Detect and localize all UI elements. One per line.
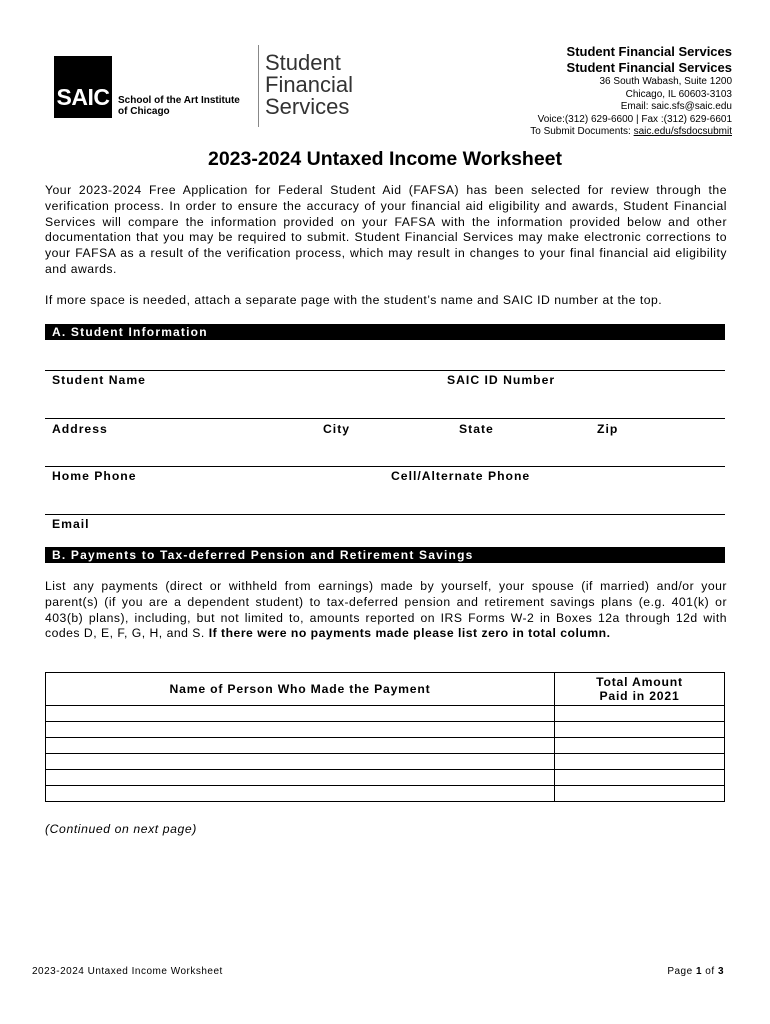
page-of: of xyxy=(702,966,718,977)
name-cell[interactable] xyxy=(46,738,555,754)
submit-label: To Submit Documents: xyxy=(530,126,634,137)
contact-submit xyxy=(530,126,732,139)
payments-table xyxy=(45,672,725,802)
section-a-header: A. Student Information xyxy=(45,324,725,340)
home-phone-label: Home Phone xyxy=(52,469,137,483)
footer-title: 2023-2024 Untaxed Income Worksheet xyxy=(32,966,223,977)
page-current: 1 xyxy=(695,966,703,977)
address-line[interactable] xyxy=(45,418,725,419)
name-cell[interactable] xyxy=(46,722,555,738)
state-label: State xyxy=(459,422,494,436)
table-row xyxy=(46,722,725,738)
contact-address-2: Chicago, IL 60603-3103 xyxy=(625,88,732,100)
contact-address-1: 36 South Wabash, Suite 1200 xyxy=(599,76,732,87)
amount-cell[interactable] xyxy=(555,706,725,722)
col-total-header xyxy=(555,673,725,706)
page-number xyxy=(667,966,724,977)
extra-space-note: If more space is needed, attach a separate page with the student’s name and SAIC ID number at the top. xyxy=(45,293,663,307)
col-total-line2: Paid in 2021 xyxy=(599,689,680,703)
intro-paragraph: Your 2023-2024 Free Application for Federal Student Aid (FAFSA) has been selected for review through the verification process. In order to ensure the accuracy of your financial aid eligibility and awards, Student Financial Services will compare the information provided on your FAFSA with the information provided below and other documentation that you may be required to submit. Student Financial Services may make electronic corrections to your FAFSA as a result of the verification process, which may result in changes to your final financial aid eligibility and awards. xyxy=(45,183,727,276)
section-b-instructions xyxy=(45,579,727,642)
phone-line[interactable] xyxy=(45,466,725,467)
table-row xyxy=(46,786,725,802)
page-prefix: Page xyxy=(667,966,696,977)
name-cell[interactable] xyxy=(46,770,555,786)
sfs-logo-text xyxy=(265,52,353,118)
logo-divider xyxy=(258,45,259,127)
sfs-logo-line3: Services xyxy=(265,94,350,119)
name-cell[interactable] xyxy=(46,786,555,802)
zip-label: Zip xyxy=(597,422,619,436)
contact-email: Email: saic.sfs@saic.edu xyxy=(620,101,732,112)
page-title: 2023-2024 Untaxed Income Worksheet xyxy=(207,148,563,170)
school-name-line2: of Chicago xyxy=(118,106,170,117)
section-b-instructions-text: List any payments (direct or withheld from earnings) made by yourself, your spouse (if married) and/or your parent(s) (if you are a dependent student) to tax-deferred pension and retirement savings plans (e.g. 401(k) or 403(b) plans), including, but not limited to, amounts reported on IRS Forms W-2 in Boxes 12a through 12d with codes D, E, F, G, H, and S. xyxy=(45,579,727,641)
cell-phone-label: Cell/Alternate Phone xyxy=(391,469,531,483)
school-name xyxy=(118,95,240,117)
saic-logo-mark: SAIC xyxy=(56,84,110,110)
table-row xyxy=(46,770,725,786)
contact-heading-1: Student Financial Services xyxy=(566,44,732,59)
table-row xyxy=(46,706,725,722)
school-name-line1: School of the Art Institute xyxy=(118,95,240,106)
amount-cell[interactable] xyxy=(555,722,725,738)
amount-cell[interactable] xyxy=(555,754,725,770)
col-total-line1: Total Amount xyxy=(596,675,683,689)
col-name-header: Name of Person Who Made the Payment xyxy=(46,673,555,706)
sfs-logo-line2: Financial xyxy=(265,72,354,97)
submit-link[interactable]: saic.edu/sfsdocsubmit xyxy=(633,126,732,137)
student-name-line[interactable] xyxy=(45,370,725,371)
section-b-instructions-bold: If there were no payments made please list zero in total column. xyxy=(208,626,611,641)
amount-cell[interactable] xyxy=(555,738,725,754)
email-label: Email xyxy=(52,517,90,531)
page-total: 3 xyxy=(717,966,724,977)
contact-heading-2: Student Financial Services xyxy=(566,60,732,75)
contact-block xyxy=(530,44,732,139)
table-row xyxy=(46,754,725,770)
city-label: City xyxy=(323,422,351,436)
email-line[interactable] xyxy=(45,514,725,515)
section-b-header: B. Payments to Tax-deferred Pension and Retirement Savings xyxy=(45,547,725,563)
amount-cell[interactable] xyxy=(555,786,725,802)
student-name-label: Student Name xyxy=(52,373,146,387)
continued-note: (Continued on next page) xyxy=(45,822,197,836)
table-row xyxy=(46,738,725,754)
payments-header-row xyxy=(46,673,725,706)
amount-cell[interactable] xyxy=(555,770,725,786)
saic-id-label: SAIC ID Number xyxy=(447,373,556,387)
address-label: Address xyxy=(52,422,108,436)
contact-voice-fax: Voice:(312) 629-6600 | Fax :(312) 629-6601 xyxy=(537,113,732,125)
name-cell[interactable] xyxy=(46,754,555,770)
name-cell[interactable] xyxy=(46,706,555,722)
sfs-logo-line1: Student xyxy=(265,50,341,75)
